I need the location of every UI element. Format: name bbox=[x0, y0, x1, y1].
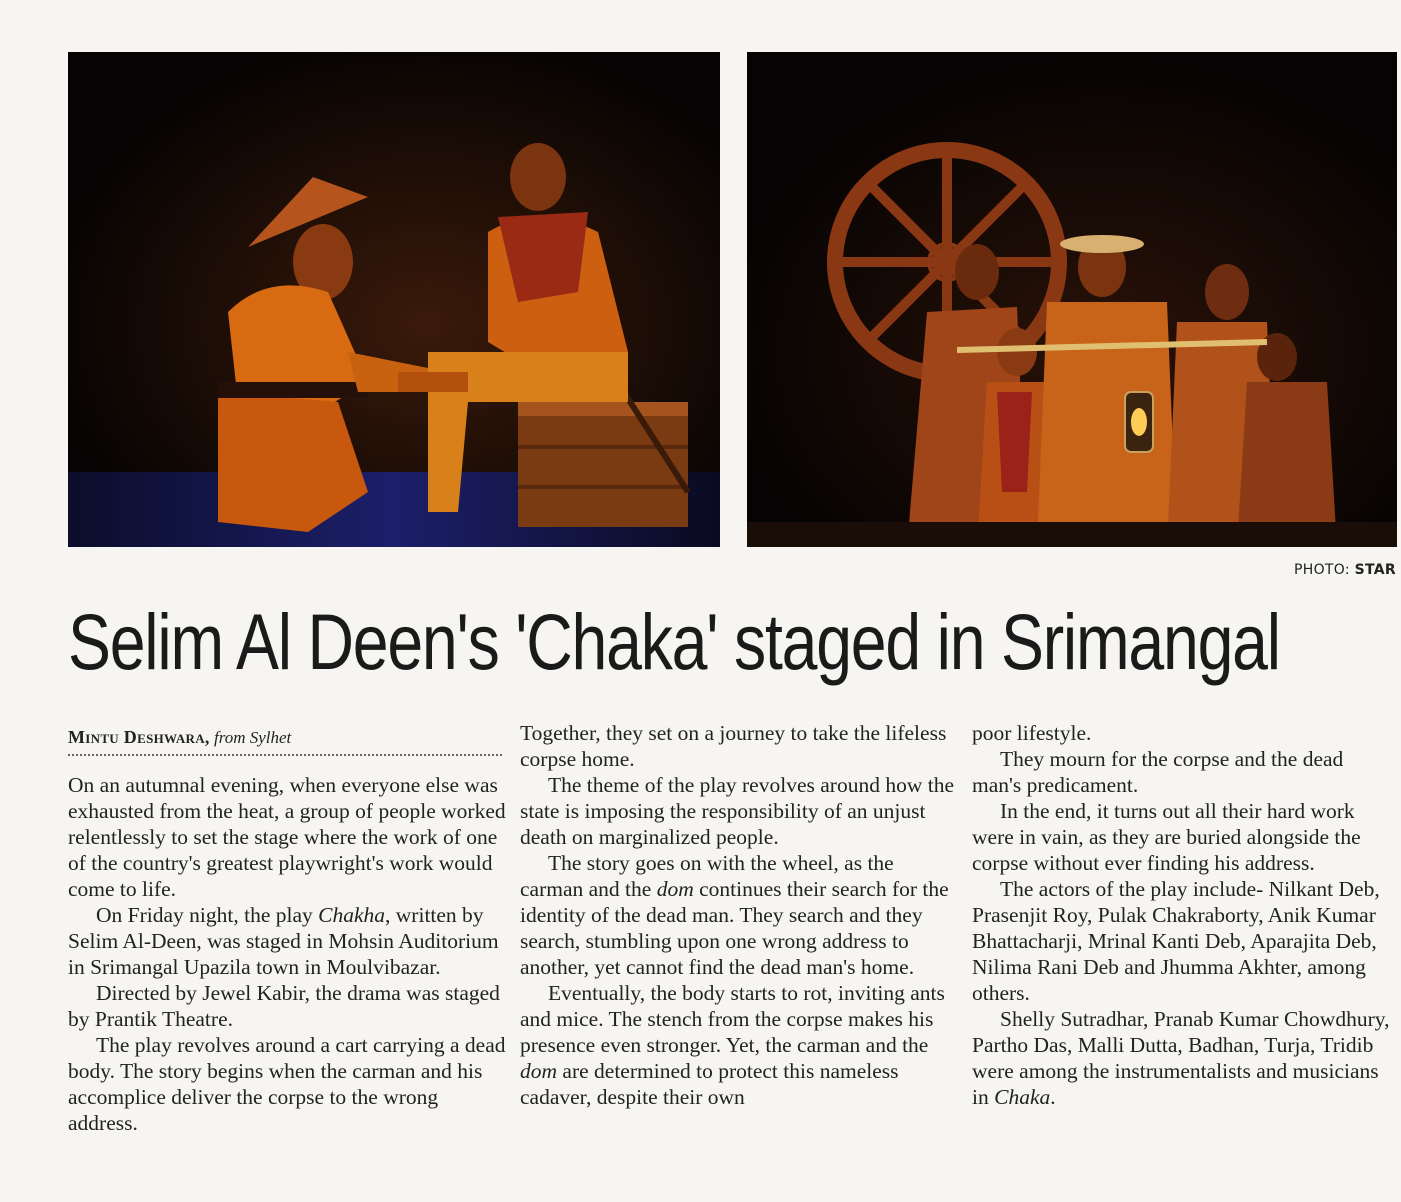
photo-credit bbox=[1294, 562, 1396, 578]
paragraph: The story goes on with the wheel, as the carman and the dom continues their search for the identity of the dead man. They search and they search, stumbling upon one wrong address to another, yet cannot find the dead man's home. bbox=[520, 851, 949, 979]
photo-group-with-wheel bbox=[747, 52, 1397, 547]
paragraph: Shelly Sutradhar, Pranab Kumar Chowdhury, Partho Das, Malli Dutta, Badhan, Turja, Tridib were among the instrumentalists and musicians in Chaka. bbox=[972, 1007, 1390, 1109]
paragraph: The actors of the play include- Nilkant Deb, Prasenjit Roy, Pulak Chakraborty, Anik Kumar Bhattacharji, Mrinal Kanti Deb, Aparajita Deb, Nilima Rani Deb and Jhumma Akhter, among others. bbox=[972, 877, 1380, 1005]
photo-two-actors bbox=[68, 52, 720, 547]
article-column-1 bbox=[68, 772, 508, 1136]
paragraph: Directed by Jewel Kabir, the drama was staged by Prantik Theatre. bbox=[68, 981, 500, 1031]
byline bbox=[68, 727, 502, 756]
byline-location: from Sylhet bbox=[213, 728, 292, 747]
paragraph: Eventually, the body starts to rot, inviting ants and mice. The stench from the corpse makes his presence even stronger. Yet, the carman and the dom are determined to protect this nameless cadaver, despite their own bbox=[520, 981, 945, 1109]
paragraph: The play revolves around a cart carrying a dead body. The story begins when the carman and his accomplice deliver the corpse to the wrong address. bbox=[68, 1033, 506, 1135]
paragraph: In the end, it turns out all their hard work were in vain, as they are buried alongside the corpse without ever finding his address. bbox=[972, 799, 1361, 875]
paragraph: On Friday night, the play Chakha, written by Selim Al-Deen, was staged in Mohsin Auditorium in Srimangal Upazila town in Moulvibazar. bbox=[68, 903, 499, 979]
photo-credit-source: STAR bbox=[1354, 562, 1396, 578]
photo-credit-label: PHOTO: bbox=[1294, 562, 1350, 578]
paragraph: On an autumnal evening, when everyone else was exhausted from the heat, a group of people worked relentlessly to set the stage where the work of one of the country's greatest playwright's work would come to life. bbox=[68, 773, 506, 901]
article-column-3 bbox=[972, 720, 1397, 1110]
byline-author: Mintu Deshwara, bbox=[68, 727, 210, 747]
paragraph: Together, they set on a journey to take the lifeless corpse home. bbox=[520, 721, 947, 771]
paragraph: The theme of the play revolves around how the state is imposing the responsibility of an unjust death on marginalized people. bbox=[520, 773, 954, 849]
headline: Selim Al Deen's 'Chaka' staged in Srimangal bbox=[68, 597, 1280, 686]
paragraph: poor lifestyle. bbox=[972, 721, 1092, 745]
paragraph: They mourn for the corpse and the dead man's predicament. bbox=[972, 747, 1344, 797]
article-column-2 bbox=[520, 720, 960, 1110]
